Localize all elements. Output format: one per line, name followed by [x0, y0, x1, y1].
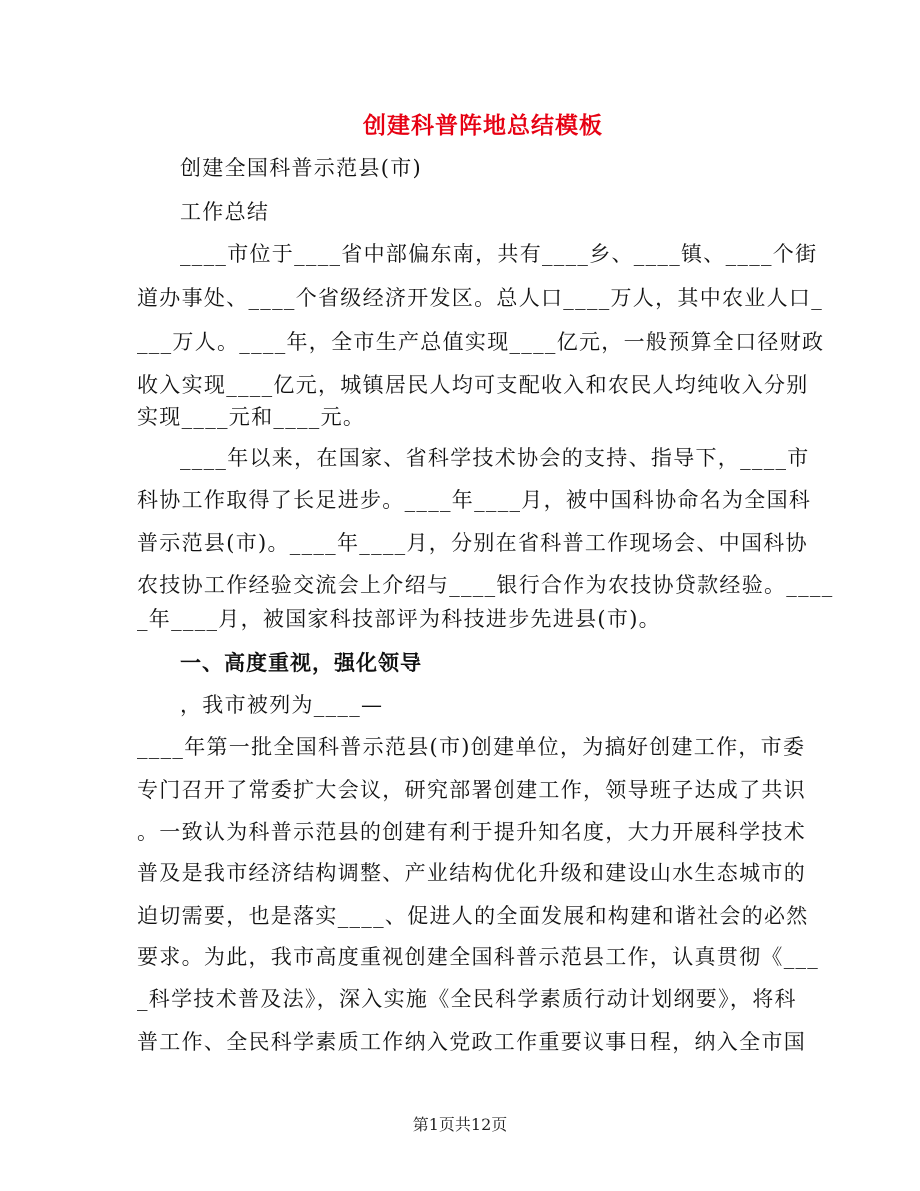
paragraph-line: 科协工作取得了长足进步。____年____月，被中国科协命名为全国科	[137, 488, 812, 512]
paragraph-line: 道办事处、____个省级经济开发区。总人口____万人，其中农业人口_	[137, 286, 823, 310]
paragraph-line: ____年以来，在国家、省科学技术协会的支持、指导下，____市	[180, 446, 810, 470]
paragraph-line: ____市位于____省中部偏东南，共有____乡、____镇、____个街	[180, 242, 818, 266]
paragraph-line: 普工作、全民科学素质工作纳入党政工作重要议事日程，纳入全市国	[137, 1030, 806, 1054]
section-heading: 一、高度重视，强化领导	[180, 651, 422, 675]
paragraph-line: _科学技术普及法》，深入实施《全民科学素质行动计划纲要》，将科	[137, 987, 797, 1011]
subtitle-line-1: 创建全国科普示范县(市)	[180, 156, 422, 180]
paragraph-line: ，我市被列为____—	[180, 693, 384, 717]
paragraph-line: 收入实现____亿元，城镇居民人均可支配收入和农民人均纯收入分别	[137, 373, 809, 397]
page-number: 第1页共12页	[412, 1115, 508, 1134]
paragraph-line: 要求。为此，我市高度重视创建全国科普示范县工作，认真贯彻《___	[137, 945, 820, 969]
paragraph-line: 专门召开了常委扩大会议，研究部署创建工作，领导班子达成了共识	[137, 778, 806, 802]
paragraph-line: ___万人。____年，全市生产总值实现____亿元，一般预算全口径财政	[137, 330, 825, 354]
paragraph-line: 农技协工作经验交流会上介绍与____银行合作为农技协贷款经验。____	[137, 573, 834, 597]
paragraph-line: _年____月，被国家科技部评为科技进步先进县(市)。	[137, 607, 661, 631]
paragraph-line: ____年第一批全国科普示范县(市)创建单位，为搞好创建工作，市委	[137, 735, 806, 759]
paragraph-line: 普示范县(市)。____年____月，分别在省科普工作现场会、中国科协	[137, 531, 808, 555]
subtitle-line-2: 工作总结	[180, 200, 270, 224]
paragraph-line: 普及是我市经济结构调整、产业结构优化升级和建设山水生态城市的	[137, 861, 806, 885]
document-title: 创建科普阵地总结模板	[363, 113, 603, 139]
paragraph-line: 实现____元和____元。	[137, 405, 366, 429]
paragraph-line: 迫切需要，也是落实____、促进人的全面发展和构建和谐社会的必然	[137, 904, 809, 928]
paragraph-line: 。一致认为科普示范县的创建有利于提升知名度，大力开展科学技术	[137, 820, 806, 844]
